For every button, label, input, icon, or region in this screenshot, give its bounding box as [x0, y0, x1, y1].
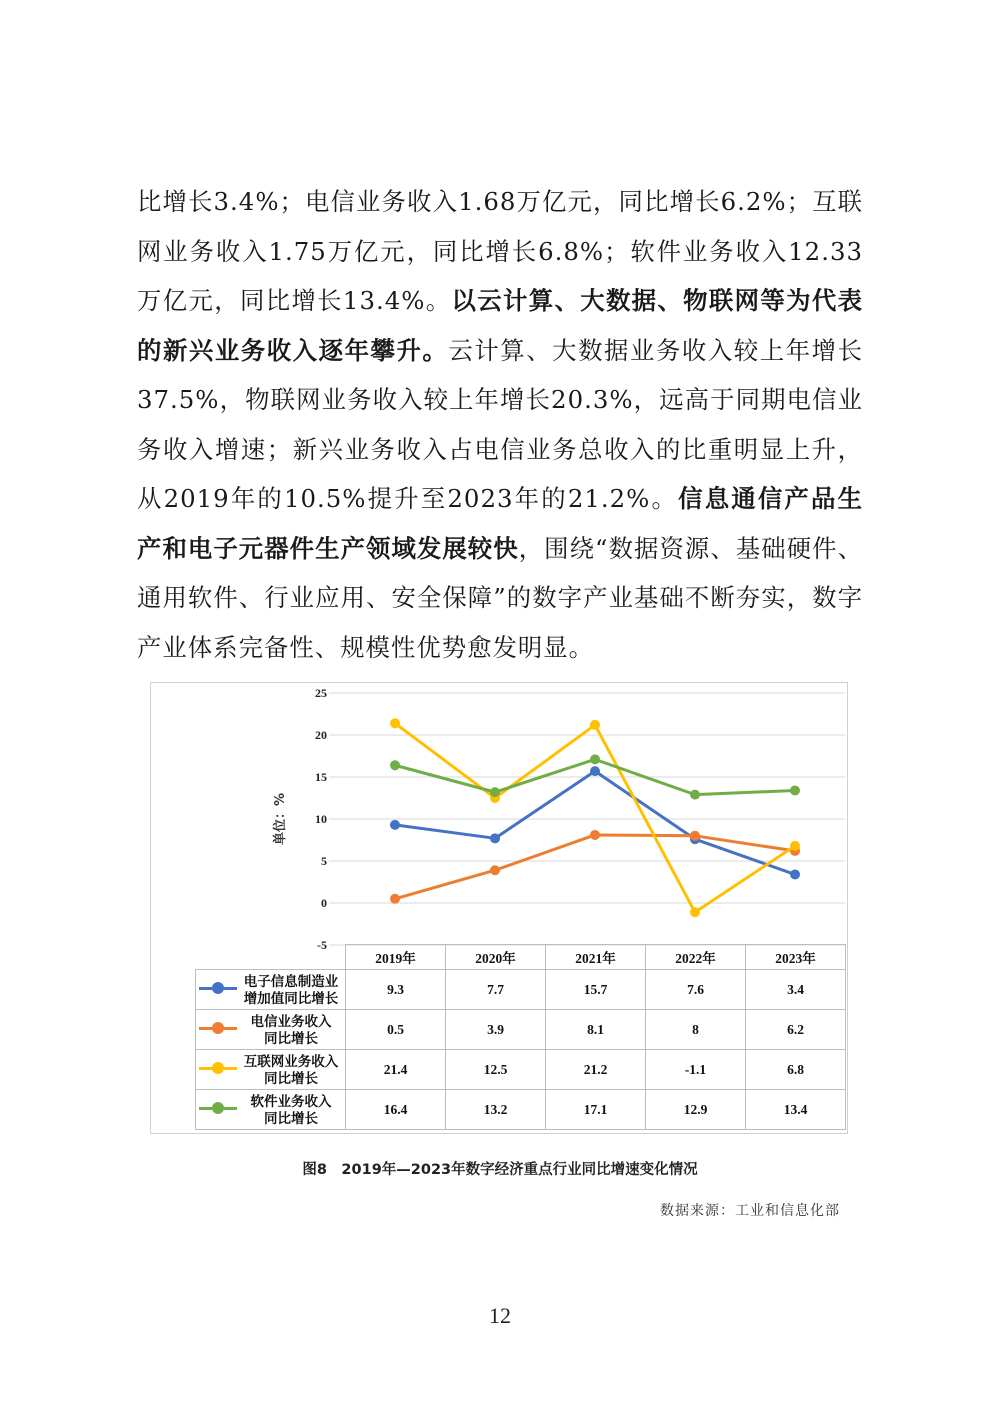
table-cell-value: 16.4 [346, 1090, 446, 1130]
series-name: 电子信息制造业 [243, 973, 339, 989]
data-source: 数据来源：工业和信息化部 [660, 1203, 840, 1219]
data-point [490, 833, 500, 843]
data-point [790, 785, 800, 795]
data-point [390, 894, 400, 904]
category-label: 2020年 [446, 945, 546, 970]
series-legend-cell [196, 1050, 346, 1090]
category-label: 2022年 [646, 945, 746, 970]
table-cell-value: 6.2 [746, 1010, 846, 1050]
table-cell-value: 12.9 [646, 1090, 746, 1130]
paragraph-run: 云计算、大数据业务收入较上年增长37.5%，物联网业务收入较上年增长20.3%，远高于同期电信业务收入增速；新兴业务收入占电信业务总收入的比重明显上升，从2019年的10.5%提升至2023年的21.2%。 [137, 335, 863, 513]
data-point [390, 718, 400, 728]
table-row [196, 1090, 846, 1130]
table-cell-value: 8 [646, 1010, 746, 1050]
figure-caption: 图8 2019年—2023年数字经济重点行业同比增速变化情况 [302, 1162, 698, 1178]
data-point [390, 820, 400, 830]
y-tick-label: 20 [315, 728, 327, 742]
series-name: 互联网业务收入 [243, 1053, 339, 1069]
table-cell-value: 3.4 [746, 970, 846, 1010]
data-point [390, 760, 400, 770]
legend-marker-icon [199, 982, 237, 994]
legend-marker-icon [199, 1062, 237, 1074]
table-row [196, 970, 846, 1010]
body-paragraph [137, 177, 863, 672]
series-legend-cell [196, 1090, 346, 1130]
table-row [196, 1010, 846, 1050]
table-cell-value: 0.5 [346, 1010, 446, 1050]
series-name: 同比增长 [264, 1070, 318, 1086]
table-cell-value: 21.4 [346, 1050, 446, 1090]
table-cell-value: 15.7 [546, 970, 646, 1010]
data-point [590, 766, 600, 776]
y-tick-label: -5 [317, 938, 327, 952]
table-cell-value: 6.8 [746, 1050, 846, 1090]
paragraph-run-bold: 信息通信产品生产和电子元器件生产领域发展较快 [137, 484, 863, 563]
table-header-row [196, 945, 846, 970]
series-name: 软件业务收入 [250, 1093, 332, 1109]
data-point [790, 841, 800, 851]
data-point [690, 831, 700, 841]
series-name: 同比增长 [264, 1110, 318, 1126]
y-tick-label: 25 [315, 686, 327, 700]
data-point [490, 787, 500, 797]
series-line [395, 723, 795, 912]
y-tick-label: 5 [321, 854, 327, 868]
table-corner [196, 945, 346, 970]
table-cell-value: 13.2 [446, 1090, 546, 1130]
data-point [590, 754, 600, 764]
table-cell-value: 7.6 [646, 970, 746, 1010]
chart-container [150, 682, 848, 1134]
series-line [395, 771, 795, 874]
table-cell-value: 9.3 [346, 970, 446, 1010]
y-tick-label: 0 [321, 896, 327, 910]
table-cell-value: 3.9 [446, 1010, 546, 1050]
data-point [590, 830, 600, 840]
data-point [490, 865, 500, 875]
data-point [590, 720, 600, 730]
series-legend-cell [196, 970, 346, 1010]
table-cell-value: 7.7 [446, 970, 546, 1010]
paragraph-run: 比增长3.4%；电信业务收入1.68万亿元，同比增长6.2%；互联网业务收入1.75万亿元，同比增长6.8%；软件业务收入12.33万亿元，同比增长13.4%。 [137, 187, 863, 315]
table-cell-value: 8.1 [546, 1010, 646, 1050]
legend-marker-icon [199, 1022, 237, 1034]
y-axis-label: 单位：% [273, 792, 288, 846]
y-tick-label: 15 [315, 770, 327, 784]
series-name: 同比增长 [264, 1030, 318, 1046]
table-cell-value: 13.4 [746, 1090, 846, 1130]
table-cell-value: 21.2 [546, 1050, 646, 1090]
data-point [790, 869, 800, 879]
table-cell-value: 12.5 [446, 1050, 546, 1090]
chart-data-table [195, 944, 846, 1130]
legend-marker-icon [199, 1102, 237, 1114]
series-line [395, 835, 795, 899]
y-tick-label: 10 [315, 812, 327, 826]
table-cell-value: 17.1 [546, 1090, 646, 1130]
series-name: 增加值同比增长 [243, 990, 339, 1006]
series-legend-cell [196, 1010, 346, 1050]
data-point [690, 790, 700, 800]
category-label: 2021年 [546, 945, 646, 970]
paragraph-run-bold: 以云计算、大数据、物联网等为代表的新兴业务收入逐年攀升。 [137, 286, 863, 365]
category-label: 2023年 [746, 945, 846, 970]
table-cell-value: -1.1 [646, 1050, 746, 1090]
data-point [690, 907, 700, 917]
page-number: 12 [489, 1303, 511, 1328]
category-label: 2019年 [346, 945, 446, 970]
table-row [196, 1050, 846, 1090]
paragraph-run: ，围绕“数据资源、基础硬件、通用软件、行业应用、安全保障”的数字产业基础不断夯实，数字产业体系完备性、规模性优势愈发明显。 [137, 533, 863, 662]
series-name: 电信业务收入 [250, 1013, 332, 1029]
